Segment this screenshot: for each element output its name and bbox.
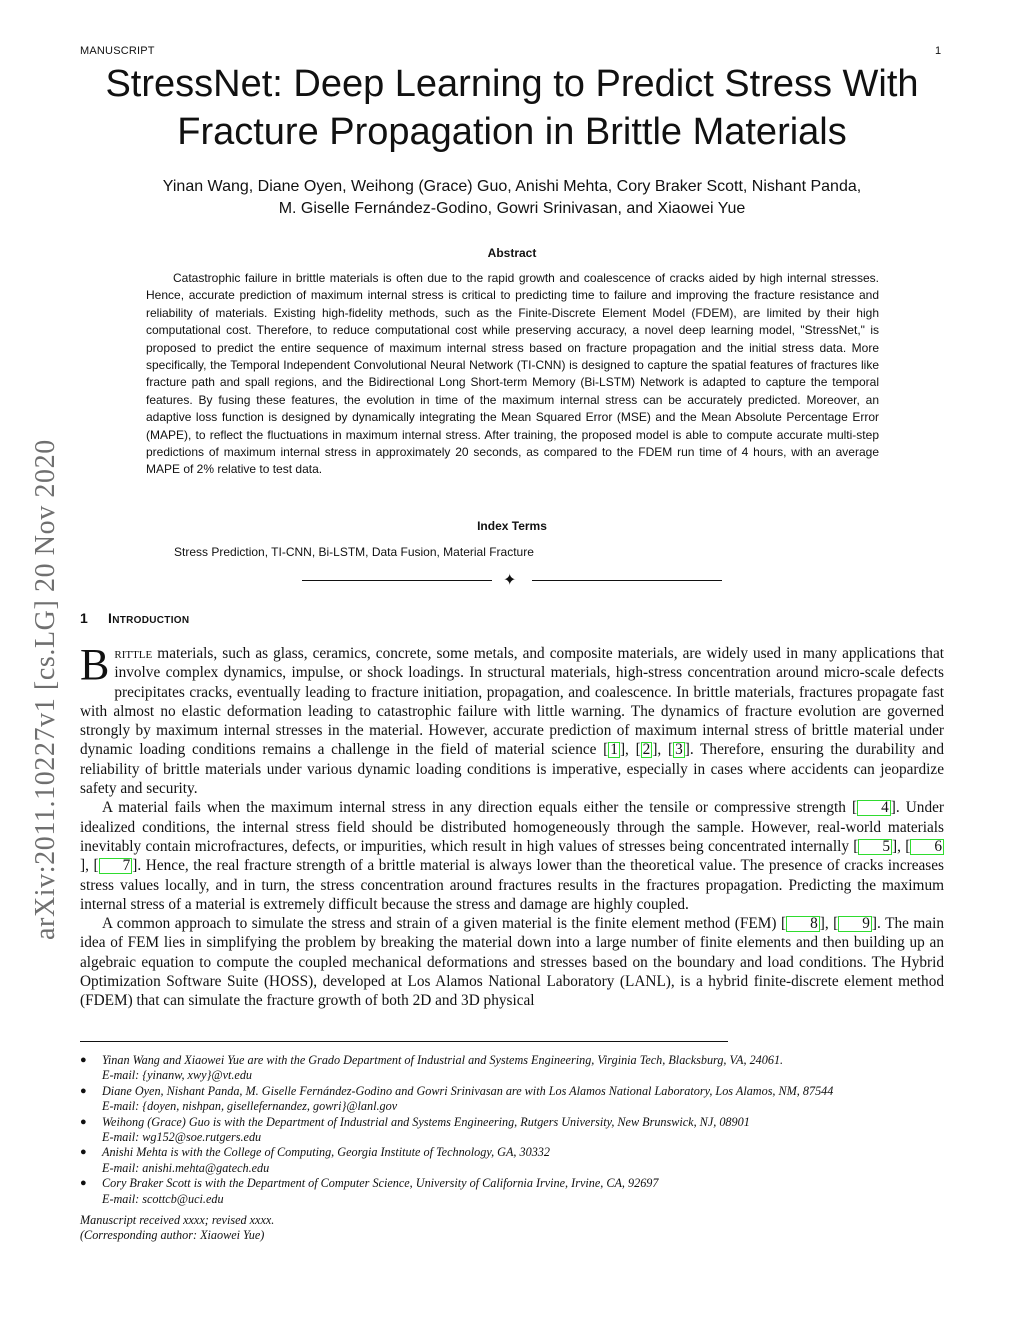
paragraph-text: . Under idealized conditions, the internal stress field should be distributed homogeneously through the sample. However, real-world materials inevitably contain microfractures, defects, or impurities, which result in high values of stresses being concentrated internally [80,799,944,855]
footnote-item [80,1053,944,1084]
divider-ornament-icon: ✦ [503,572,517,589]
manuscript-note [80,1213,274,1244]
citation-link[interactable]: 9 [838,916,872,932]
paragraph-text: . Hence, the real fracture strength of a brittle material is always lower than the theoretical value. The presence of cracks increases stress values locally, and in turn, the stress concentration around fractures results in the fractures propagation. Predicting the maximum internal stress of a material is extremely difficult because the stress and damage are highly coupled. [80,857,944,913]
divider-rule-right [532,580,722,581]
paragraph-text: materials, such as glass, ceramics, concrete, some metals, and composite materials, are widely used in many applications that involve complex dynamics, impulse, or shock loadings. In structural materials, high-stress concentration around micro-scale defects precipitates cracks, eventually leading to fracture initiation, propagation, and coalescence. In brittle materials, fractures propagate fast with almost no elastic deformation leading to catastrophic failure with little warning. The dynamics of fracture evolution are governed strongly by maximum internal stresses in the material. However, accurate prediction of maximum internal stress of brittle material under dynamic loading conditions remains a challenge in the field of material science [80,645,944,759]
footnote-email: E-mail: wg152@soe.rutgers.edu [102,1130,262,1145]
smallcaps-lead: rittle [114,645,153,662]
footnote-affiliation: Weihong (Grace) Guo is with the Department of Industrial and Systems Engineering, Rutgers University, New Brunswick, NJ, 08901 [102,1114,750,1129]
author-line-1: Yinan Wang, Diane Oyen, Weihong (Grace) Guo, Anishi Mehta, Cory Braker Scott, Nishant Panda, [162,178,862,195]
arxiv-stamp: arXiv:2011.10227v1 [cs.LG] 20 Nov 2020 [30,439,61,940]
introduction-body [80,640,944,1011]
drop-cap: B [80,640,110,689]
index-terms-heading: Index Terms [477,519,547,533]
footnote-item [80,1176,944,1207]
footnote-item [80,1084,944,1115]
paragraph-text: . The main idea of FEM lies in simplifying the problem by breaking the material down into a large number of finite elements and then building up an algebraic equation to compute the coupled mechanical deformations and stresses based on the boundary and load conditions. The Hybrid Optimization Software Suite (HOSS), developed at Los Alamos National Laboratory (LANL), is a hybrid finite-discrete element method (FDEM) that can simulate the fracture growth of both 2D and 3D physical [80,915,944,1010]
citation-link[interactable]: 6 [910,839,944,855]
manuscript-received: Manuscript received xxxx; revised xxxx. [80,1213,275,1227]
abstract-heading: Abstract [487,246,537,260]
section-number: 1 [80,610,89,626]
footnote-affiliation: Diane Oyen, Nishant Panda, M. Giselle Fernández-Godino and Gowri Srinivasan are with Los Alamos National Laboratory, Los Alamos, NM, 87544 [102,1083,834,1098]
footnote-email: E-mail: scottcb@uci.edu [102,1191,224,1206]
bullet-icon: ● [80,1146,87,1159]
footnote-email: E-mail: anishi.mehta@gatech.edu [102,1160,270,1175]
footnote-item [80,1145,944,1176]
bullet-icon: ● [80,1054,87,1066]
footnote-rule [80,1041,728,1042]
footnote-item [80,1115,944,1146]
abstract-body: Catastrophic failure in brittle materials is often due to the rapid growth and coalescence of cracks aided by high internal stresses. Hence, accurate prediction of maximum internal stress is critical to predicting time to failure and improving the fracture resistance and reliability of materials. Existing high-fidelity methods, such as the Finite-Discrete Element Model (FDEM), are limited by their high computational cost. Therefore, to reduce computational cost while preserving accuracy, a novel deep learning model, "StressNet," is proposed to predict the entire sequence of maximum internal stress based on fracture propagation and the initial stress data. More specifically, the Temporal Independent Convolutional Neural Network (TI-CNN) is designed to capture the spatial features of fractures like fracture path and spall regions, and the Bidirectional Long Short-term Memory (Bi-LSTM) Network is adapted to capture the temporal features. By fusing these features, the evolution in time of the maximum internal stress can be accurately predicted. Moreover, an adaptive loss function is designed by dynamically integrating the Mean Squared Error (MSE) and the Mean Absolute Percentage Error (MAPE), to reflect the fluctuations in maximum internal stress. After training, the proposed model is able to compute accurate multi-step predictions of maximum internal stress in approximately 20 seconds, as compared to the FDEM run time of 4 hours, with an average MAPE of 2% relative to test data. [146,271,879,477]
citation-link[interactable]: 4 [857,800,891,816]
footnote-affiliation: Yinan Wang and Xiaowei Yue are with the Grado Department of Industrial and Systems Engineering, Virginia Tech, Blacksburg, VA, 24061. [102,1053,784,1067]
running-head: MANUSCRIPT [80,45,155,57]
intro-paragraph-1: Brittle materials, such as glass, ceramics, concrete, some metals, and composite materials, are widely used in many applications that involve complex dynamics, impulse, or shock loadings. In structural materials, high-stress concentration around micro-scale defects precipitates cracks, eventually leading to fracture initiation, propagation, and coalescence. In brittle materials, fractures propagate fast with almost no elastic deformation leading to catastrophic failure with little warning. The dynamics of fracture evolution are governed strongly by maximum internal stresses in the material. However, accurate prediction of maximum internal stress of brittle material under dynamic loading conditions remains a challenge in the field of material science [ 1 ], [ 2 ], [ 3 ]. Therefore, ensuring the durability and reliability of brittle materials under various dynamic loading conditions is imperative, especially in cases where accidents can jeopardize safety and security. [80,640,944,798]
section-divider [302,571,722,591]
page-number: 1 [935,45,942,57]
citation-link[interactable]: 8 [786,916,820,932]
section-heading [80,610,189,626]
affiliation-footnotes [80,1053,944,1207]
footnote-affiliation: Cory Braker Scott is with the Department of Computer Science, University of California Irvine, Irvine, CA, 92697 [102,1176,659,1191]
footnote-affiliation: Anishi Mehta is with the College of Computing, Georgia Institute of Technology, GA, 30332 [102,1145,550,1160]
bullet-icon: ● [80,1084,87,1097]
intro-paragraph-3: A common approach to simulate the stress and strain of a given material is the finite element method (FEM) [ 8 ], [ 9 ]. The main idea of FEM lies in simplifying the problem by breaking the material down into a large number of finite elements and then building up an algebraic equation to compute the coupled mechanical deformations and stresses based on the boundary and load conditions. The Hybrid Optimization Software Suite (HOSS), developed at Los Alamos National Laboratory (LANL), is a hybrid finite-discrete element method (FDEM) that can simulate the fracture growth of both 2D and 3D physical [80,915,944,1010]
paragraph-text: A common approach to simulate the stress and strain of a given material is the finite element method (FEM) [102,915,781,933]
paragraph-text: A material fails when the maximum internal stress in any direction equals either the tensile or compressive strength [102,799,852,817]
citation-link[interactable]: 3 [675,741,683,759]
author-list [60,176,964,220]
bullet-icon: ● [80,1115,87,1128]
section-title: Introduction [108,610,190,626]
footnote-email: E-mail: {yinanw, xwy}@vt.edu [102,1068,253,1083]
divider-rule-left [302,580,492,581]
intro-paragraph-2: A material fails when the maximum internal stress in any direction equals either the tensile or compressive strength [ 4 ]. Under idealized conditions, the internal stress field should be distributed homogeneously through the sample. However, real-world materials inevitably contain microfractures, defects, or impurities, which result in high values of stresses being concentrated internally [ 5 ], [ 6], [ 7 ]. Hence, the real fracture strength of a brittle material is always lower than the theoretical value. The presence of cracks increases stress values locally, and in turn, the stress concentration around fractures results in the fractures propagation. Predicting the maximum internal stress of a material is extremely difficult because the stress and damage are highly coupled. [80,799,944,913]
footnote-email: E-mail: {doyen, nishpan, gisellefernandez, gowri}@lanl.gov [102,1099,398,1114]
bullet-icon: ● [80,1177,87,1190]
citation-link[interactable]: 7 [99,858,133,874]
citation-link[interactable]: 1 [610,741,618,759]
paper-title: StressNet: Deep Learning to Predict Stress With Fracture Propagation in Brittle Materials [105,63,919,153]
index-terms: Stress Prediction, TI-CNN, Bi-LSTM, Data Fusion, Material Fracture [174,545,534,559]
corresponding-author: (Corresponding author: Xiaowei Yue) [80,1228,265,1243]
citation-link[interactable]: 2 [642,741,651,759]
paragraph-text: . Therefore, ensuring the durability and reliability of brittle materials under various dynamic loading conditions is imperative, especially in cases where accidents can jeopardize safety and security. [80,741,944,798]
author-line-2: M. Giselle Fernández-Godino, Gowri Srinivasan, and Xiaowei Yue [278,200,746,217]
citation-link[interactable]: 5 [858,839,892,855]
